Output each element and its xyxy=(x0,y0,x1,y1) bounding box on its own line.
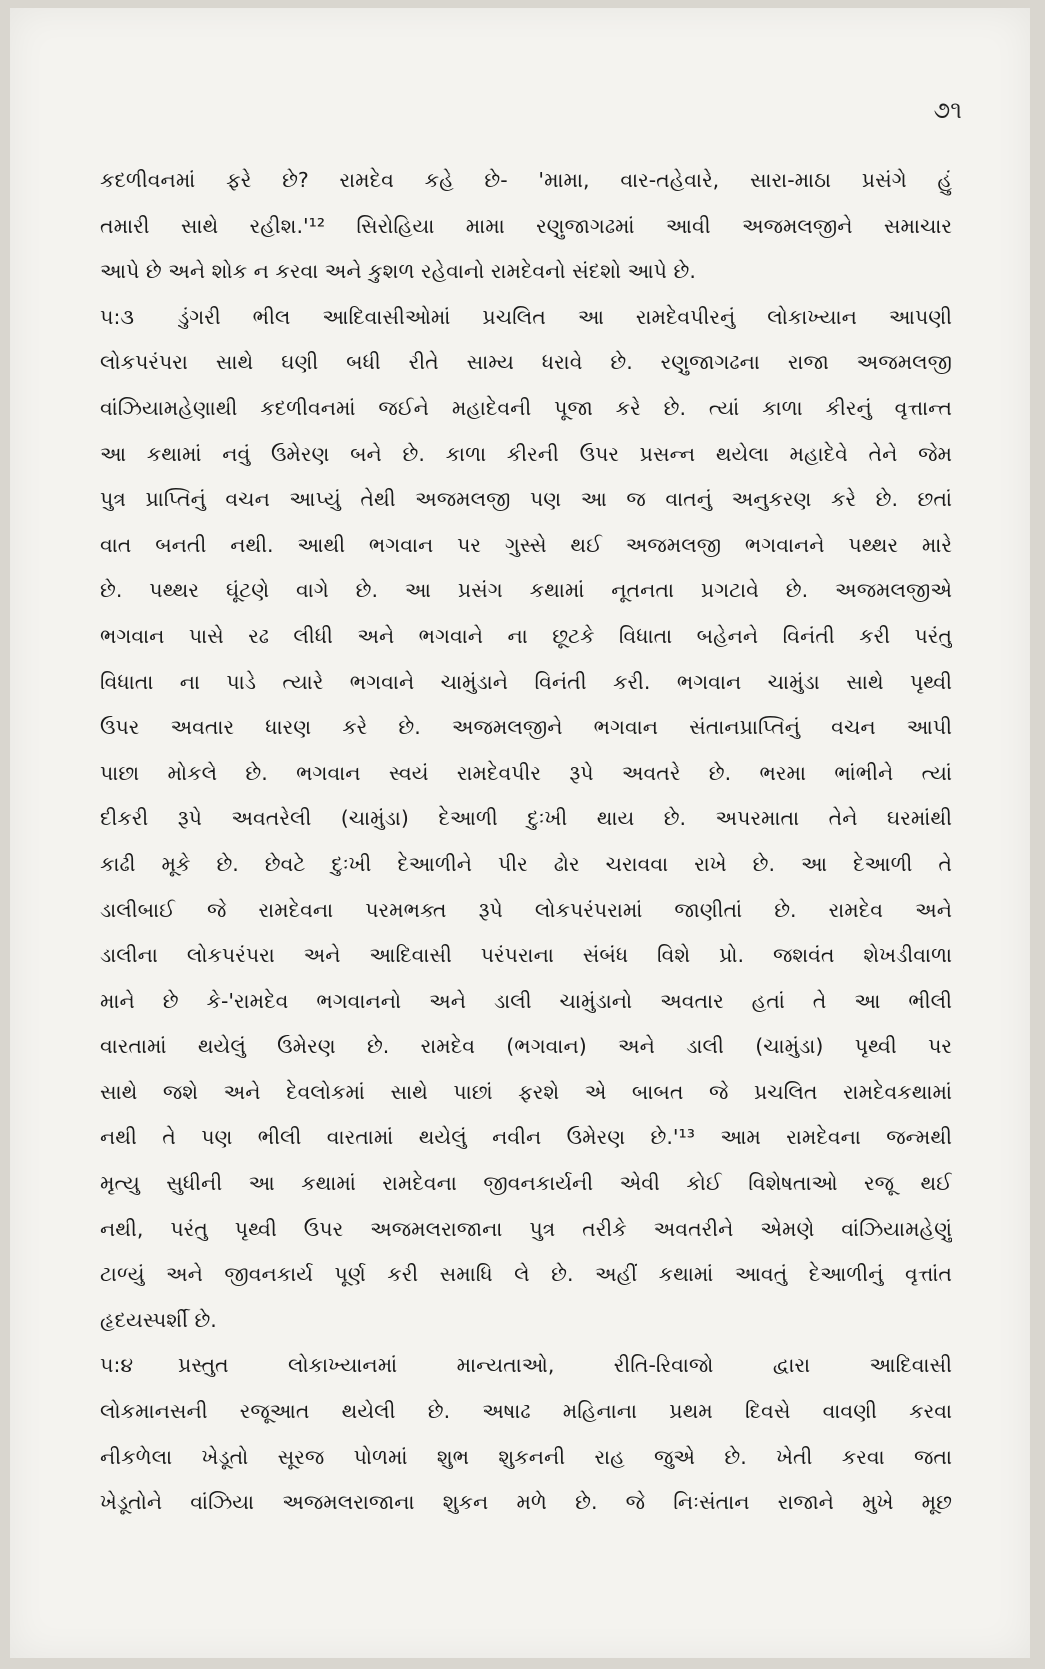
text-line: દીકરી રૂપે અવતરેલી (ચામુંડા) દેઆળી દુઃખી થાય છે. અપરમાતા તેને ઘરમાંથી xyxy=(100,806,952,831)
text-line: કાઢી મૂકે છે. છેવટે દુઃખી દેઆળીને પીર ઢોર ચરાવવા રાખે છે. આ દેઆળી તે xyxy=(100,851,952,876)
text-line: પ્રસ્તુત લોકાખ્યાનમાં માન્યતાઓ, રીતિ-રિવાજો દ્વારા આદિવાસી xyxy=(178,1353,952,1378)
paragraph-number: ૫:૩ xyxy=(100,304,135,329)
text-line: તમારી સાથે રહીશ.'¹² સિરોહિયા મામા રણુજાગઢમાં આવી અજમલજીને સમાચાર xyxy=(100,213,952,238)
text-line: ડાલીબાઈ જે રામદેવના પરમભક્ત રૂપે લોકપરંપરામાં જાણીતાં છે. રામદેવ અને xyxy=(100,897,952,922)
book-page xyxy=(10,8,1030,1658)
text-line: નથી તે પણ ભીલી વારતામાં થયેલું નવીન ઉમેરણ છે.'¹³ આમ રામદેવના જન્મથી xyxy=(100,1125,952,1150)
text-line: પાછા મોકલે છે. ભગવાન સ્વયં રામદેવપીર રૂપે અવતરે છે. ભરમા ભાંભીને ત્યાં xyxy=(100,760,952,785)
page-number: ૭૧ xyxy=(933,96,962,124)
text-line: આ કથામાં નવું ઉમેરણ બને છે. કાળા કીરની ઉપર પ્રસન્ન થયેલા મહાદેવે તેને જેમ xyxy=(100,441,952,466)
text-line: ઉપર અવતાર ધારણ કરે છે. અજમલજીને ભગવાન સંતાનપ્રાપ્તિનું વચન આપી xyxy=(100,715,952,740)
text-line: ડાલીના લોકપરંપરા અને આદિવાસી પરંપરાના સંબંધ વિશે પ્રો. જશવંત શેખડીવાળા xyxy=(100,943,952,968)
text-line: લોકપરંપરા સાથે ઘણી બધી રીતે સામ્ય ધરાવે છે. રણુજાગઢના રાજા અજમલજી xyxy=(100,350,952,375)
text-line: વાત બનતી નથી. આથી ભગવાન પર ગુસ્સે થઈ અજમલજી ભગવાનને પથ્થર મારે xyxy=(100,532,952,557)
text-line: છે. પથ્થર ઘૂંટણે વાગે છે. આ પ્રસંગ કથામાં નૂતનતા પ્રગટાવે છે. અજમલજીએ xyxy=(100,578,952,603)
text-line: માને છે કે-'રામદેવ ભગવાનનો અને ડાલી ચામુંડાનો અવતાર હતાં તે આ ભીલી xyxy=(100,988,952,1013)
text-line: વિધાતા ના પાડે ત્યારે ભગવાને ચામુંડાને વિનંતી કરી. ભગવાન ચામુંડા સાથે પૃથ્વી xyxy=(100,669,952,694)
text-line: ડુંગરી ભીલ આદિવાસીઓમાં પ્રચલિત આ રામદેવપીરનું લોકાખ્યાન આપણી xyxy=(178,304,952,329)
body-text xyxy=(100,158,952,1526)
text-line: સાથે જશે અને દેવલોકમાં સાથે પાછાં ફરશે એ બાબત જે પ્રચલિત રામદેવકથામાં xyxy=(100,1079,952,1104)
text-line: મૃત્યુ સુધીની આ કથામાં રામદેવના જીવનકાર્યની એવી કોઈ વિશેષતાઓ રજૂ થઈ xyxy=(100,1171,952,1196)
paragraph-number: ૫:૪ xyxy=(100,1353,134,1378)
text-line: વાંઝિયામહેણાથી કદળીવનમાં જઈને મહાદેવની પૂજા કરે છે. ત્યાં કાળા કીરનું વૃત્તાન્ત xyxy=(100,395,952,420)
text-line: ટાળ્યું અને જીવનકાર્ય પૂર્ણ કરી સમાધિ લે છે. અહીં કથામાં આવતું દેઆળીનું વૃત્તાંત xyxy=(100,1262,952,1287)
text-line: કદળીવનમાં ફરે છે? રામદેવ કહે છે- 'મામા, વાર-તહેવારે, સારા-માઠા પ્રસંગે હું xyxy=(100,168,952,192)
text-line: ભગવાન પાસે રઢ લીધી અને ભગવાને ના છૂટકે વિધાતા બહેનને વિનંતી કરી પરંતુ xyxy=(100,623,952,648)
text-line: નીકળેલા ખેડૂતો સૂરજ પોળમાં શુભ શુકનની રાહ જુએ છે. ખેતી કરવા જતા xyxy=(100,1444,952,1469)
paragraph-start xyxy=(100,295,952,341)
text-line: નથી, પરંતુ પૃથ્વી ઉપર અજમલરાજાના પુત્ર તરીકે અવતરીને એમણે વાંઝિયામહેણું xyxy=(100,1216,952,1241)
text-line: આપે છે અને શોક ન કરવા અને કુશળ રહેવાનો રામદેવનો સંદશો આપે છે. xyxy=(100,259,696,284)
paragraph-start xyxy=(100,1343,952,1389)
text-line: પુત્ર પ્રાપ્તિનું વચન આપ્યું તેથી અજમલજી પણ આ જ વાતનું અનુકરણ કરે છે. છતાં xyxy=(100,487,952,512)
text-line: ખેડૂતોને વાંઝિયા અજમલરાજાના શુકન મળે છે. જે નિઃસંતાન રાજાને મુખે મૂછ xyxy=(100,1490,952,1515)
text-line: વારતામાં થયેલું ઉમેરણ છે. રામદેવ (ભગવાન) અને ડાલી (ચામુંડા) પૃથ્વી પર xyxy=(100,1034,952,1059)
text-line: હૃદયસ્પર્શી છે. xyxy=(100,1307,217,1332)
text-line: લોકમાનસની રજૂઆત થયેલી છે. અષાઢ મહિનાના પ્રથમ દિવસે વાવણી કરવા xyxy=(100,1399,952,1424)
